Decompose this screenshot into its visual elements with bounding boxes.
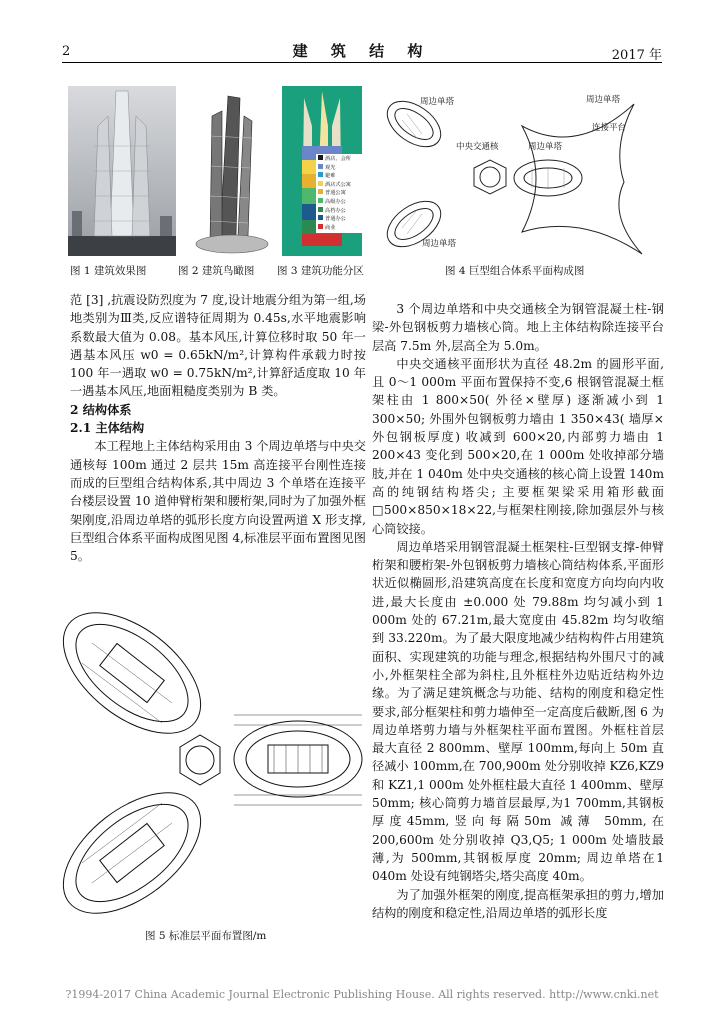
section-heading: 2 结构体系	[70, 402, 132, 417]
paragraph: 为了加强外框架的刚度,提高框架承担的剪力,增加结构的刚度和稳定性,沿周边单塔的弧形长度	[372, 887, 664, 920]
tower-rendering-image	[68, 86, 176, 256]
figure-5-floor-plan	[62, 603, 366, 921]
journal-year: 2017 年	[611, 48, 662, 63]
floor-plan-drawing	[62, 603, 366, 921]
page-number: 2	[62, 44, 71, 59]
legend-item: 高级办公	[318, 198, 364, 207]
label-peripheral-tower-2: 周边单塔	[586, 95, 621, 105]
label-peripheral-tower-1: 周边单塔	[420, 97, 455, 107]
header-rule	[62, 62, 662, 63]
label-peripheral-tower-3: 周边单塔	[528, 142, 563, 152]
composition-diagram	[372, 86, 666, 258]
legend-item: 高档办公	[318, 207, 364, 216]
legend-swatch	[318, 189, 323, 194]
label-connecting-platform: 连接平台	[592, 123, 627, 133]
legend-swatch	[318, 198, 323, 203]
figure-1-caption: 图 1 建筑效果图	[70, 265, 147, 277]
right-column	[372, 300, 664, 922]
paragraph: 周边单塔采用钢管混凝土框架柱-巨型钢支撑-伸臂桁架和腰桁架-外包钢板剪力墙核心筒结构体系,平面形状近似椭圆形,沿建筑高度在长度和宽度方向均向内收进,最大长度由 ±0.000 处 79.88m 均匀减小到 1 000m 处的 67.21m,最大宽度由 45.82m 均匀收缩到 33.220m。为了最大限度地减少结构构件占用建筑面积、实现建筑的功能与理念,根据结构外围尺寸的减小,外框架柱全部为斜柱,且外框柱外边贴近结构外边缘。为了满足建筑概念与功能、结构的刚度和稳定性要求,部分框架柱和剪力墙伸至一定高度后截断,图 6 为周边单塔剪力墙与外框架柱平面布置图。外框柱首层最大直径 2 800mm、壁厚 100mm,每向上 50m 直径减小 100mm,在 700,900m 处分别收掉 KZ6,KZ9 和 KZ1,1 000m 处外框柱最大直径 1 400mm、壁厚 50mm; 核心筒剪力墙首层最厚,为1 700mm,其钢板厚度45mm,竖向每隔50m 减薄 50mm,在 200,600m 处分别收掉 Q3,Q5; 1 000m 处墙肢最薄,为 500mm,其钢板厚度 20mm; 周边单塔在1 040m 处设有纯钢塔尖,塔尖高度 40m。	[372, 539, 664, 884]
legend-item: 避难	[318, 172, 364, 181]
subsection-heading: 2.1 主体结构	[70, 421, 145, 436]
paragraph: 范 [3] ,抗震设防烈度为 7 度,设计地震分组为第一组,场地类别为Ⅲ类,反应谱特征周期为 0.45s,水平地震影响系数最大值为 0.08。基本风压,计算位移时取 50 年一遇基本风压 w0 = 0.65kN/m²,计算构件承载力时按 100 年一遇取 w0 = 0.75kN/m²,计算舒适度取 10 年一遇基本风压,地面粗糙度类别为 B 类。	[70, 293, 366, 399]
label-central-core: 中央交通核	[456, 142, 499, 152]
journal-title: 建 筑 结 构	[292, 42, 432, 60]
legend-swatch	[318, 224, 323, 229]
paragraph: 本工程地上主体结构采用由 3 个周边单塔与中央交通核每 100m 通过 2 层共 15m 高连接平台刚性连接而成的巨型组合结构体系,其中周边 3 个单塔在连接平台楼层设置 10 道伸臂桁架和腰桁架,同时为了加强外框架刚度,沿周边单塔的弧形长度方向设置两道 X 形支撑,巨型组合体系平面构成图见图 4,标准层平面布置图见图 5。	[70, 439, 366, 564]
legend-item: 商业	[318, 224, 364, 233]
figure-2-caption: 图 2 建筑鸟瞰图	[178, 265, 255, 277]
label-peripheral-tower-4: 周边单塔	[422, 239, 457, 249]
paragraph: 中央交通核平面形状为直径 48.2m 的圆形平面,且 0～1 000m 平面布置保持不变,6 根钢管混凝土框架柱由 1 800×50( 外径×壁厚) 逐渐减小到 1 300×50; 外围外包钢板剪力墙由 1 350×43( 墙厚×外包钢板厚度) 收减到 600×20,内部剪力墙由 1 200×43 变化到 500×20,在 1 000m 处收掉部分墙肢,并在 1 040m 处中央交通核的核心筒上设置 140m 高的纯钢结构塔尖; 主要框架梁采用箱形截面□500×850×18×22,与框架柱刚接,除加强层外与核心筒铰接。	[372, 356, 664, 536]
legend-item: 普通办公	[318, 215, 364, 224]
legend-item: 酒店、会所	[318, 155, 364, 164]
figure-1-rendering	[68, 86, 176, 256]
legend-item: 观光	[318, 164, 364, 173]
legend-item: 普通公寓	[318, 189, 364, 198]
aerial-view-image	[192, 86, 272, 256]
figure-5-caption: 图 5 标准层平面布置图/m	[145, 930, 267, 942]
left-column	[70, 291, 366, 565]
figure-4-caption: 图 4 巨型组合体系平面构成图	[445, 265, 585, 277]
copyright-footer: ?1994-2017 China Academic Journal Electronic Publishing House. All rights reserved. http://www.cnki.net	[65, 988, 659, 1001]
page-header	[62, 40, 662, 62]
legend-item: 酒店式公寓	[318, 181, 364, 190]
zoning-legend	[316, 154, 366, 233]
legend-swatch	[318, 215, 323, 220]
paragraph: 3 个周边单塔和中央交通核全为钢管混凝土柱-钢梁-外包钢板剪力墙核心筒。地上主体结构除连接平台层高 7.5m 外,层高全为 5.0m。	[372, 302, 664, 353]
figure-4-plan-composition	[372, 86, 666, 258]
figure-2-aerial	[192, 86, 272, 256]
legend-swatch	[318, 155, 323, 160]
legend-swatch	[318, 181, 323, 186]
legend-swatch	[318, 172, 323, 177]
legend-swatch	[318, 164, 323, 169]
legend-swatch	[318, 207, 323, 212]
figure-3-caption: 图 3 建筑功能分区	[277, 265, 364, 277]
figure-3-functional-zoning	[282, 86, 362, 256]
